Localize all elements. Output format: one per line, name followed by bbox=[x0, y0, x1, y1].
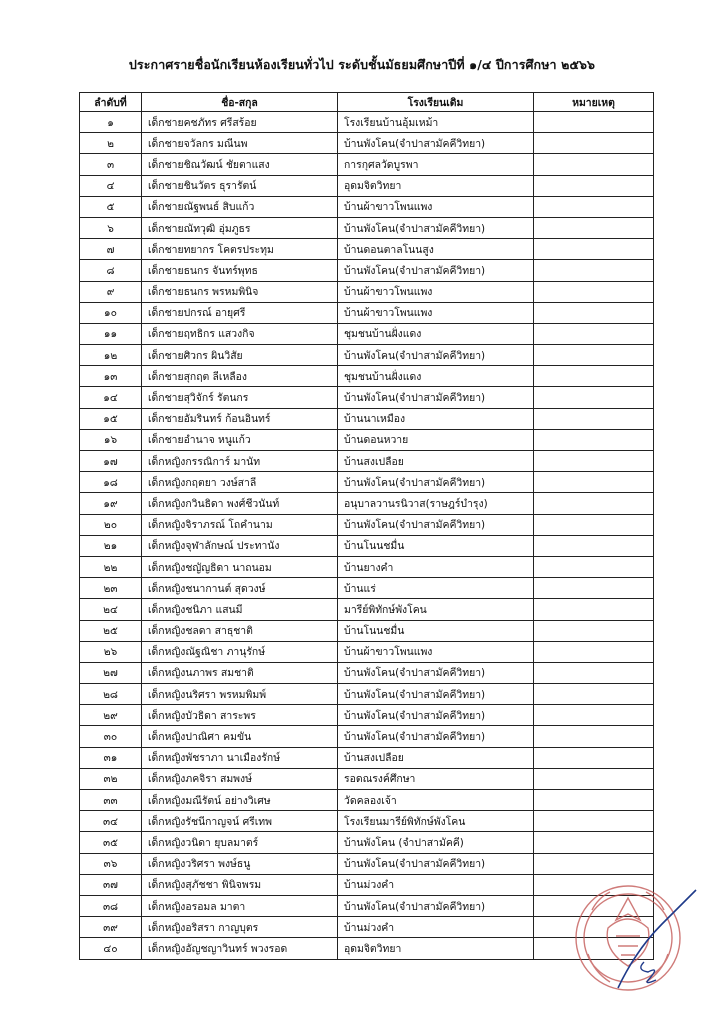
cell-school: ชุมชนบ้านฝั่งแดง bbox=[338, 323, 534, 344]
cell-name: เด็กชายชินวัตร ธุรารัตน์ bbox=[142, 175, 338, 196]
table-row bbox=[80, 302, 654, 323]
cell-note bbox=[534, 345, 654, 366]
cell-note bbox=[534, 493, 654, 514]
page-title: ประกาศรายชื่อนักเรียนห้องเรียนทั่วไป ระดับชั้นมัธยมศึกษาปีที่ ๑/๔ ปีการศึกษา ๒๕๖๖ bbox=[128, 57, 596, 72]
table-row bbox=[80, 705, 654, 726]
table-row bbox=[80, 514, 654, 535]
cell-school: อุดมจิตวิทยา bbox=[338, 175, 534, 196]
cell-school: บ้านพังโคน(จำปาสามัคคีวิทยา) bbox=[338, 514, 534, 535]
cell-school: บ้านพังโคน(จำปาสามัคคีวิทยา) bbox=[338, 684, 534, 705]
table-row bbox=[80, 217, 654, 238]
cell-note bbox=[534, 556, 654, 577]
table-row bbox=[80, 493, 654, 514]
table-row bbox=[80, 662, 654, 683]
cell-school: โรงเรียนบ้านอุ้มเหม้า bbox=[338, 112, 534, 133]
table-row bbox=[80, 281, 654, 302]
table-row bbox=[80, 112, 654, 133]
table-row bbox=[80, 535, 654, 556]
cell-school: การกุศลวัดบูรพา bbox=[338, 154, 534, 175]
cell-school: บ้านพังโคน(จำปาสามัคคีวิทยา) bbox=[338, 387, 534, 408]
cell-name: เด็กหญิงจิราภรณ์ โถคำนาม bbox=[142, 514, 338, 535]
cell-note bbox=[534, 133, 654, 154]
cell-number: ๑๕ bbox=[80, 408, 142, 429]
cell-school: บ้านสงเปลือย bbox=[338, 747, 534, 768]
cell-note bbox=[534, 302, 654, 323]
cell-number: ๓๘ bbox=[80, 895, 142, 916]
cell-school: ชุมชนบ้านฝั่งแดง bbox=[338, 366, 534, 387]
cell-number: ๒๗ bbox=[80, 662, 142, 683]
table-row bbox=[80, 175, 654, 196]
cell-school: บ้านผ้าขาวโพนแพง bbox=[338, 641, 534, 662]
table-row bbox=[80, 832, 654, 853]
cell-number: ๑๓ bbox=[80, 366, 142, 387]
cell-name: เด็กหญิงอัญชญาวินทร์ พวงรอด bbox=[142, 938, 338, 959]
table-row bbox=[80, 345, 654, 366]
cell-number: ๒ bbox=[80, 133, 142, 154]
cell-school: มารีย์พิทักษ์พังโคน bbox=[338, 599, 534, 620]
cell-number: ๗ bbox=[80, 239, 142, 260]
cell-number: ๔๐ bbox=[80, 938, 142, 959]
cell-note bbox=[534, 387, 654, 408]
cell-name: เด็กหญิงอรอมล มาตา bbox=[142, 895, 338, 916]
cell-note bbox=[534, 535, 654, 556]
cell-name: เด็กหญิงวริศรา พงษ์ธนู bbox=[142, 853, 338, 874]
cell-note bbox=[534, 684, 654, 705]
cell-school: บ้านนาเหมือง bbox=[338, 408, 534, 429]
table-row bbox=[80, 726, 654, 747]
table-row bbox=[80, 768, 654, 789]
cell-note bbox=[534, 620, 654, 641]
cell-number: ๑๗ bbox=[80, 451, 142, 472]
cell-note bbox=[534, 768, 654, 789]
cell-name: เด็กชายธนกร จันทร์พุทธ bbox=[142, 260, 338, 281]
cell-school: บ้านพังโคน(จำปาสามัคคีวิทยา) bbox=[338, 133, 534, 154]
cell-note bbox=[534, 832, 654, 853]
cell-school: บ้านผ้าขาวโพนแพง bbox=[338, 196, 534, 217]
cell-school: บ้านพังโคน(จำปาสามัคคีวิทยา) bbox=[338, 345, 534, 366]
cell-number: ๔ bbox=[80, 175, 142, 196]
cell-name: เด็กชายปกรณ์ อายุศรี bbox=[142, 302, 338, 323]
cell-number: ๑๒ bbox=[80, 345, 142, 366]
cell-note bbox=[534, 811, 654, 832]
table-row bbox=[80, 811, 654, 832]
cell-number: ๓๒ bbox=[80, 768, 142, 789]
cell-note bbox=[534, 599, 654, 620]
cell-number: ๓๐ bbox=[80, 726, 142, 747]
cell-school: บ้านพังโคน(จำปาสามัคคีวิทยา) bbox=[338, 472, 534, 493]
cell-note bbox=[534, 429, 654, 450]
table-row bbox=[80, 641, 654, 662]
cell-name: เด็กหญิงพัชราภา นาเมืองรักษ์ bbox=[142, 747, 338, 768]
cell-number: ๒๙ bbox=[80, 705, 142, 726]
cell-school: บ้านแร่ bbox=[338, 578, 534, 599]
table-row bbox=[80, 387, 654, 408]
cell-note bbox=[534, 260, 654, 281]
cell-note bbox=[534, 790, 654, 811]
cell-note bbox=[534, 366, 654, 387]
cell-number: ๒๒ bbox=[80, 556, 142, 577]
table-row bbox=[80, 260, 654, 281]
cell-number: ๙ bbox=[80, 281, 142, 302]
cell-number: ๓๗ bbox=[80, 874, 142, 895]
student-roster-table bbox=[79, 92, 654, 960]
table-row bbox=[80, 578, 654, 599]
cell-number: ๑ bbox=[80, 112, 142, 133]
cell-name: เด็กหญิงปาณิศา คมขัน bbox=[142, 726, 338, 747]
cell-number: ๓๓ bbox=[80, 790, 142, 811]
header-number: ลำดับที่ bbox=[80, 93, 142, 112]
cell-school: บ้านม่วงคำ bbox=[338, 917, 534, 938]
cell-school: บ้านม่วงคำ bbox=[338, 874, 534, 895]
cell-name: เด็กหญิงภคจิรา สมพงษ์ bbox=[142, 768, 338, 789]
table-row bbox=[80, 408, 654, 429]
cell-name: เด็กชายชิณวัฒน์ ชัยตาแสง bbox=[142, 154, 338, 175]
cell-number: ๓ bbox=[80, 154, 142, 175]
cell-school: บ้านดอนตาลโนนสูง bbox=[338, 239, 534, 260]
cell-number: ๒๐ bbox=[80, 514, 142, 535]
cell-note bbox=[534, 451, 654, 472]
cell-number: ๑๘ bbox=[80, 472, 142, 493]
cell-name: เด็กชายณัฐพนธ์ สิบแก้ว bbox=[142, 196, 338, 217]
cell-note bbox=[534, 641, 654, 662]
cell-note bbox=[534, 472, 654, 493]
table-row bbox=[80, 323, 654, 344]
cell-school: รอดณรงค์ศึกษา bbox=[338, 768, 534, 789]
cell-note bbox=[534, 726, 654, 747]
cell-name: เด็กหญิงชนากานต์ สุดวงษ์ bbox=[142, 578, 338, 599]
header-name: ชื่อ-สกุล bbox=[142, 93, 338, 112]
cell-number: ๓๕ bbox=[80, 832, 142, 853]
cell-number: ๘ bbox=[80, 260, 142, 281]
table-row bbox=[80, 366, 654, 387]
table-row bbox=[80, 472, 654, 493]
table-row bbox=[80, 429, 654, 450]
cell-school: บ้านโนนชมื่น bbox=[338, 620, 534, 641]
cell-note bbox=[534, 323, 654, 344]
cell-note bbox=[534, 662, 654, 683]
cell-school: บ้านพังโคน(จำปาสามัคคีวิทยา) bbox=[338, 662, 534, 683]
table-row bbox=[80, 599, 654, 620]
cell-school: บ้านผ้าขาวโพนแพง bbox=[338, 302, 534, 323]
cell-school: โรงเรียนมารีย์พิทักษ์พังโคน bbox=[338, 811, 534, 832]
cell-number: ๒๖ bbox=[80, 641, 142, 662]
cell-note bbox=[534, 175, 654, 196]
cell-number: ๖ bbox=[80, 217, 142, 238]
cell-name: เด็กหญิงชญัญธิดา นาถนอม bbox=[142, 556, 338, 577]
cell-note bbox=[534, 705, 654, 726]
cell-school: บ้านพังโคน(จำปาสามัคคีวิทยา) bbox=[338, 260, 534, 281]
cell-school: วัดคลองเจ้า bbox=[338, 790, 534, 811]
cell-number: ๓๖ bbox=[80, 853, 142, 874]
table-row bbox=[80, 154, 654, 175]
cell-note bbox=[534, 514, 654, 535]
cell-note bbox=[534, 112, 654, 133]
cell-name: เด็กชายศิวกร ผินวิสัย bbox=[142, 345, 338, 366]
cell-name: เด็กชายทยากร โคตรประทุม bbox=[142, 239, 338, 260]
header-note: หมายเหตุ bbox=[534, 93, 654, 112]
table-row bbox=[80, 684, 654, 705]
table-header-row bbox=[80, 93, 654, 112]
cell-name: เด็กหญิงชลดา สาธุชาติ bbox=[142, 620, 338, 641]
cell-school: บ้านพังโคน(จำปาสามัคคีวิทยา) bbox=[338, 726, 534, 747]
cell-school: บ้านพังโคน (จำปาสามัคคี) bbox=[338, 832, 534, 853]
cell-school: บ้านพังโคน(จำปาสามัคคีวิทยา) bbox=[338, 705, 534, 726]
cell-note bbox=[534, 281, 654, 302]
cell-name: เด็กหญิงรัชนีกาญจน์ ศรีเทพ bbox=[142, 811, 338, 832]
cell-name: เด็กหญิงกรรณิการ์ มานัท bbox=[142, 451, 338, 472]
cell-number: ๑๖ bbox=[80, 429, 142, 450]
cell-name: เด็กหญิงกวินธิดา พงศ์ชีวนันท์ bbox=[142, 493, 338, 514]
cell-number: ๑๔ bbox=[80, 387, 142, 408]
cell-number: ๑๙ bbox=[80, 493, 142, 514]
cell-school: บ้านยางคำ bbox=[338, 556, 534, 577]
cell-school: บ้านผ้าขาวโพนแพง bbox=[338, 281, 534, 302]
cell-name: เด็กชายณัทวุฒิ อุ่มภูธร bbox=[142, 217, 338, 238]
cell-number: ๑๐ bbox=[80, 302, 142, 323]
cell-name: เด็กชายคชภัทร ศรีสร้อย bbox=[142, 112, 338, 133]
cell-number: ๓๔ bbox=[80, 811, 142, 832]
cell-school: บ้านโนนชมื่น bbox=[338, 535, 534, 556]
cell-name: เด็กหญิงสุภัชชา พินิจพรม bbox=[142, 874, 338, 895]
cell-name: เด็กหญิงวนิดา ยุบลมาตร์ bbox=[142, 832, 338, 853]
cell-number: ๓๑ bbox=[80, 747, 142, 768]
cell-name: เด็กชายสุวิจักร์ รัตนกร bbox=[142, 387, 338, 408]
cell-name: เด็กหญิงบัวธิดา สาระพร bbox=[142, 705, 338, 726]
cell-name: เด็กหญิงมณีรัตน์ อย่างวิเศษ bbox=[142, 790, 338, 811]
cell-name: เด็กชายฤทธิกร แสวงกิจ bbox=[142, 323, 338, 344]
cell-school: บ้านพังโคน(จำปาสามัคคีวิทยา) bbox=[338, 853, 534, 874]
cell-school: บ้านสงเปลือย bbox=[338, 451, 534, 472]
cell-name: เด็กหญิงนภาพร สมชาติ bbox=[142, 662, 338, 683]
cell-name: เด็กชายอำนาจ หนูแก้ว bbox=[142, 429, 338, 450]
table-row bbox=[80, 790, 654, 811]
cell-name: เด็กชายอัมรินทร์ ก้อนอินทร์ bbox=[142, 408, 338, 429]
table-row bbox=[80, 556, 654, 577]
cell-school: บ้านพังโคน(จำปาสามัคคีวิทยา) bbox=[338, 217, 534, 238]
cell-number: ๓๙ bbox=[80, 917, 142, 938]
table-row bbox=[80, 239, 654, 260]
cell-school: บ้านดอนหวาย bbox=[338, 429, 534, 450]
cell-number: ๒๘ bbox=[80, 684, 142, 705]
school-seal-and-signature bbox=[558, 858, 708, 1018]
cell-name: เด็กหญิงอริสรา กาญบุตร bbox=[142, 917, 338, 938]
table-row bbox=[80, 620, 654, 641]
cell-number: ๒๕ bbox=[80, 620, 142, 641]
cell-note bbox=[534, 747, 654, 768]
cell-name: เด็กหญิงชนิภา แสนมี bbox=[142, 599, 338, 620]
cell-note bbox=[534, 217, 654, 238]
table-body bbox=[80, 112, 654, 960]
cell-number: ๕ bbox=[80, 196, 142, 217]
table-row bbox=[80, 747, 654, 768]
cell-name: เด็กหญิงกฤตยา วงษ์สาลี bbox=[142, 472, 338, 493]
cell-name: เด็กชายธนกร พรหมพินิจ bbox=[142, 281, 338, 302]
cell-school: อุดมจิตวิทยา bbox=[338, 938, 534, 959]
cell-school: อนุบาลวานรนิวาส(ราษฎร์บำรุง) bbox=[338, 493, 534, 514]
cell-note bbox=[534, 154, 654, 175]
cell-note bbox=[534, 239, 654, 260]
cell-number: ๑๑ bbox=[80, 323, 142, 344]
cell-name: เด็กชายจวัลกร มณีนพ bbox=[142, 133, 338, 154]
cell-name: เด็กชายสุกฤต ลีเหลือง bbox=[142, 366, 338, 387]
header-school: โรงเรียนเดิม bbox=[338, 93, 534, 112]
cell-note bbox=[534, 578, 654, 599]
cell-name: เด็กหญิงจุฬาลักษณ์ ประทานัง bbox=[142, 535, 338, 556]
table-row bbox=[80, 451, 654, 472]
cell-number: ๒๓ bbox=[80, 578, 142, 599]
table-row bbox=[80, 196, 654, 217]
cell-note bbox=[534, 408, 654, 429]
cell-name: เด็กหญิงณัฐณิชา ภานุรักษ์ bbox=[142, 641, 338, 662]
cell-school: บ้านพังโคน(จำปาสามัคคีวิทยา) bbox=[338, 895, 534, 916]
cell-number: ๒๑ bbox=[80, 535, 142, 556]
cell-note bbox=[534, 196, 654, 217]
cell-number: ๒๔ bbox=[80, 599, 142, 620]
cell-name: เด็กหญิงนริศรา พรหมพิมพ์ bbox=[142, 684, 338, 705]
table-row bbox=[80, 133, 654, 154]
